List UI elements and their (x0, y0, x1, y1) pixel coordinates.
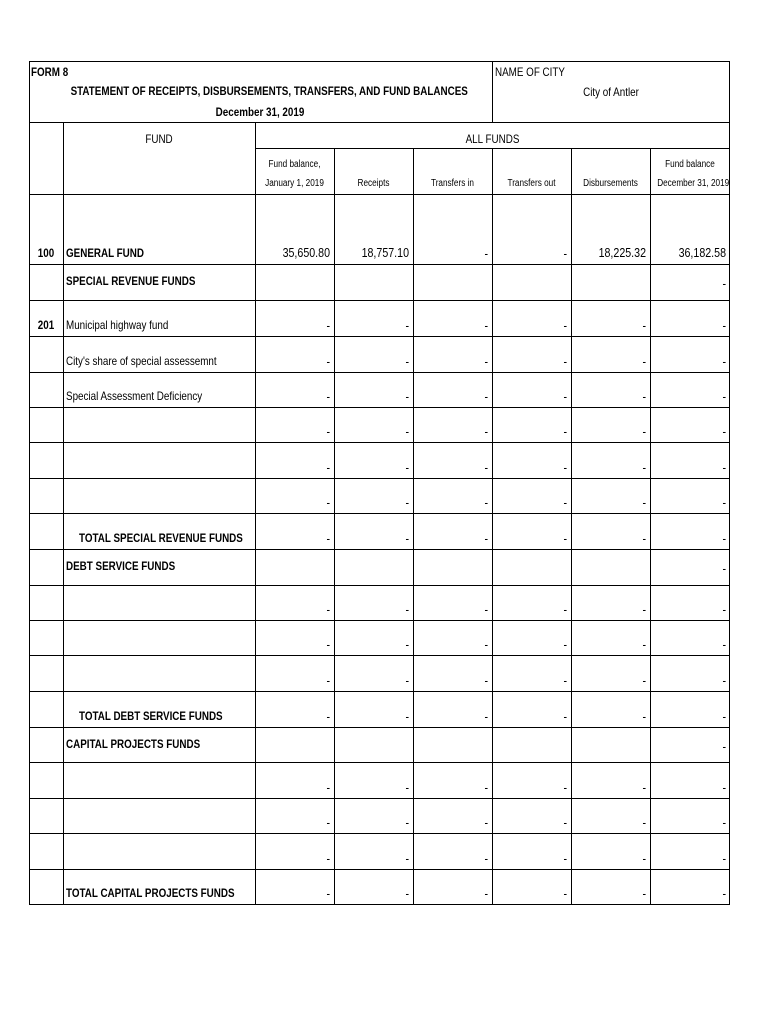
fund-value-cell: - (484, 709, 488, 724)
fund-value-cell: - (722, 851, 726, 866)
fund-label: Municipal highway fund (66, 318, 169, 332)
fund-value-cell: - (326, 851, 330, 866)
grid-line (29, 478, 730, 479)
fund-value-cell: - (405, 460, 409, 475)
fund-value-cell: - (563, 531, 567, 546)
fund-value-cell: - (642, 673, 646, 688)
fund-value-cell: - (722, 780, 726, 795)
fund-label: DEBT SERVICE FUNDS (66, 559, 176, 573)
fund-value-cell: - (326, 424, 330, 439)
fund-value-cell: - (722, 561, 726, 576)
form-label: FORM 8 (31, 65, 69, 79)
fund-value-cell: 35,650.80 (282, 245, 330, 260)
fund-value-cell: - (484, 424, 488, 439)
fund-value-cell: - (563, 318, 567, 333)
fund-value-cell: - (405, 318, 409, 333)
fund-label: TOTAL DEBT SERVICE FUNDS (79, 709, 223, 723)
grid-line (29, 300, 730, 301)
grid-line (29, 194, 730, 195)
column-header-line2: Transfers in (431, 178, 474, 189)
fund-value-cell: - (484, 318, 488, 333)
fund-value-cell: - (326, 673, 330, 688)
fund-value-cell: - (326, 886, 330, 901)
fund-value-cell: - (484, 780, 488, 795)
fund-value-cell: - (484, 637, 488, 652)
fund-value-cell: - (722, 318, 726, 333)
fund-value-cell: - (642, 495, 646, 510)
fund-value-cell: - (405, 602, 409, 617)
grid-line (29, 620, 730, 621)
column-header-line1: Fund balance (665, 159, 715, 170)
fund-value-cell: - (326, 495, 330, 510)
fund-value-cell: - (484, 851, 488, 866)
fund-value-cell: - (484, 389, 488, 404)
fund-value-cell: - (642, 637, 646, 652)
grid-line (571, 148, 572, 905)
fund-value-cell: - (563, 389, 567, 404)
column-header-line2: December 31, 2019 (657, 178, 730, 189)
fund-value-cell: - (326, 354, 330, 369)
fund-value-cell: - (405, 354, 409, 369)
fund-value-cell: - (405, 637, 409, 652)
fund-value-cell: - (563, 815, 567, 830)
fund-value-cell: - (405, 780, 409, 795)
fund-value-cell: - (484, 602, 488, 617)
fund-value-cell: - (642, 815, 646, 830)
fund-value-cell: - (563, 246, 567, 261)
fund-value-cell: - (326, 709, 330, 724)
fund-value-cell: - (642, 318, 646, 333)
fund-label: GENERAL FUND (66, 246, 145, 260)
grid-line (29, 122, 730, 123)
fund-value-cell: - (563, 886, 567, 901)
fund-value-cell: - (722, 354, 726, 369)
fund-value-cell: - (642, 709, 646, 724)
fund-value-cell: - (722, 276, 726, 291)
form-date: December 31, 2019 (215, 105, 305, 119)
fund-value-cell: - (642, 531, 646, 546)
fund-value-cell: 36,182.58 (678, 245, 726, 260)
grid-line (492, 148, 493, 905)
grid-line (29, 61, 730, 62)
fund-value-cell: - (722, 815, 726, 830)
fund-value-cell: - (405, 709, 409, 724)
fund-value-cell: - (642, 886, 646, 901)
fund-value-cell: - (722, 460, 726, 475)
grid-line (29, 585, 730, 586)
fund-column-header: FUND (145, 132, 173, 146)
grid-line (29, 691, 730, 692)
fund-value-cell: - (405, 531, 409, 546)
fund-value-cell: - (642, 851, 646, 866)
fund-value-cell: - (405, 389, 409, 404)
fund-value-cell: - (405, 851, 409, 866)
fund-value-cell: - (642, 424, 646, 439)
column-header-line2: Disbursements (583, 178, 638, 189)
fund-value-cell: - (326, 460, 330, 475)
fund-value-cell: - (722, 389, 726, 404)
fund-value-cell: - (642, 780, 646, 795)
fund-value-cell: - (563, 460, 567, 475)
grid-line (29, 762, 730, 763)
grid-line (29, 549, 730, 550)
fund-value-cell: 18,225.32 (598, 245, 646, 260)
fund-value-cell: - (326, 815, 330, 830)
fund-value-cell: - (405, 424, 409, 439)
fund-value-cell: - (722, 602, 726, 617)
grid-line (29, 407, 730, 408)
fund-value-cell: - (405, 886, 409, 901)
grid-line (29, 833, 730, 834)
fund-code: 201 (37, 318, 55, 332)
fund-value-cell: - (326, 318, 330, 333)
fund-value-cell: 18,757.10 (361, 245, 409, 260)
fund-value-cell: - (326, 531, 330, 546)
fund-value-cell: - (642, 460, 646, 475)
fund-value-cell: - (326, 780, 330, 795)
fund-value-cell: - (563, 780, 567, 795)
fund-value-cell: - (326, 602, 330, 617)
fund-statement-form (29, 61, 730, 904)
all-funds-header: ALL FUNDS (465, 132, 520, 146)
grid-line (29, 372, 730, 373)
fund-label: Special Assessment Deficiency (66, 389, 203, 403)
fund-value-cell: - (642, 602, 646, 617)
name-of-city-label: NAME OF CITY (495, 65, 565, 79)
fund-value-cell: - (563, 709, 567, 724)
fund-code: 100 (37, 246, 55, 260)
fund-value-cell: - (563, 424, 567, 439)
form-title: STATEMENT OF RECEIPTS, DISBURSEMENTS, TRANSFERS, AND FUND BALANCES (70, 84, 468, 98)
grid-line (29, 869, 730, 870)
fund-value-cell: - (722, 673, 726, 688)
fund-value-cell: - (722, 637, 726, 652)
grid-line (29, 727, 730, 728)
fund-value-cell: - (563, 495, 567, 510)
fund-label: TOTAL SPECIAL REVENUE FUNDS (79, 531, 243, 545)
fund-value-cell: - (484, 354, 488, 369)
fund-value-cell: - (484, 495, 488, 510)
fund-value-cell: - (405, 495, 409, 510)
city-name: City of Antler (583, 85, 639, 99)
column-header-line2: Transfers out (507, 178, 556, 189)
grid-line (29, 655, 730, 656)
grid-line (29, 61, 30, 905)
fund-value-cell: - (563, 637, 567, 652)
fund-value-cell: - (722, 886, 726, 901)
fund-value-cell: - (484, 531, 488, 546)
fund-value-cell: - (722, 709, 726, 724)
fund-value-cell: - (722, 739, 726, 754)
column-header-line2: January 1, 2019 (265, 178, 324, 189)
grid-line (29, 798, 730, 799)
fund-value-cell: - (405, 673, 409, 688)
fund-label: CAPITAL PROJECTS FUNDS (66, 737, 201, 751)
grid-line (29, 336, 730, 337)
column-header-line1: Fund balance, (268, 159, 321, 170)
grid-line (650, 148, 651, 905)
fund-value-cell: - (326, 389, 330, 404)
fund-value-cell: - (484, 886, 488, 901)
grid-line (492, 61, 493, 123)
fund-value-cell: - (642, 389, 646, 404)
fund-value-cell: - (642, 354, 646, 369)
fund-label: City's share of special assessemnt (66, 354, 217, 368)
fund-label: SPECIAL REVENUE FUNDS (66, 274, 196, 288)
fund-value-cell: - (484, 460, 488, 475)
fund-value-cell: - (722, 424, 726, 439)
fund-value-cell: - (484, 815, 488, 830)
fund-value-cell: - (722, 495, 726, 510)
fund-value-cell: - (484, 673, 488, 688)
grid-line (334, 148, 335, 905)
fund-value-cell: - (484, 246, 488, 261)
grid-line (29, 513, 730, 514)
fund-value-cell: - (326, 637, 330, 652)
fund-value-cell: - (722, 531, 726, 546)
fund-value-cell: - (563, 673, 567, 688)
fund-value-cell: - (563, 851, 567, 866)
fund-value-cell: - (563, 602, 567, 617)
grid-line (29, 442, 730, 443)
grid-line (29, 904, 730, 905)
fund-value-cell: - (405, 815, 409, 830)
column-header-line2: Receipts (357, 178, 390, 189)
fund-value-cell: - (563, 354, 567, 369)
fund-label: TOTAL CAPITAL PROJECTS FUNDS (66, 886, 235, 900)
grid-line (29, 264, 730, 265)
grid-line (413, 148, 414, 905)
grid-line (729, 61, 730, 905)
